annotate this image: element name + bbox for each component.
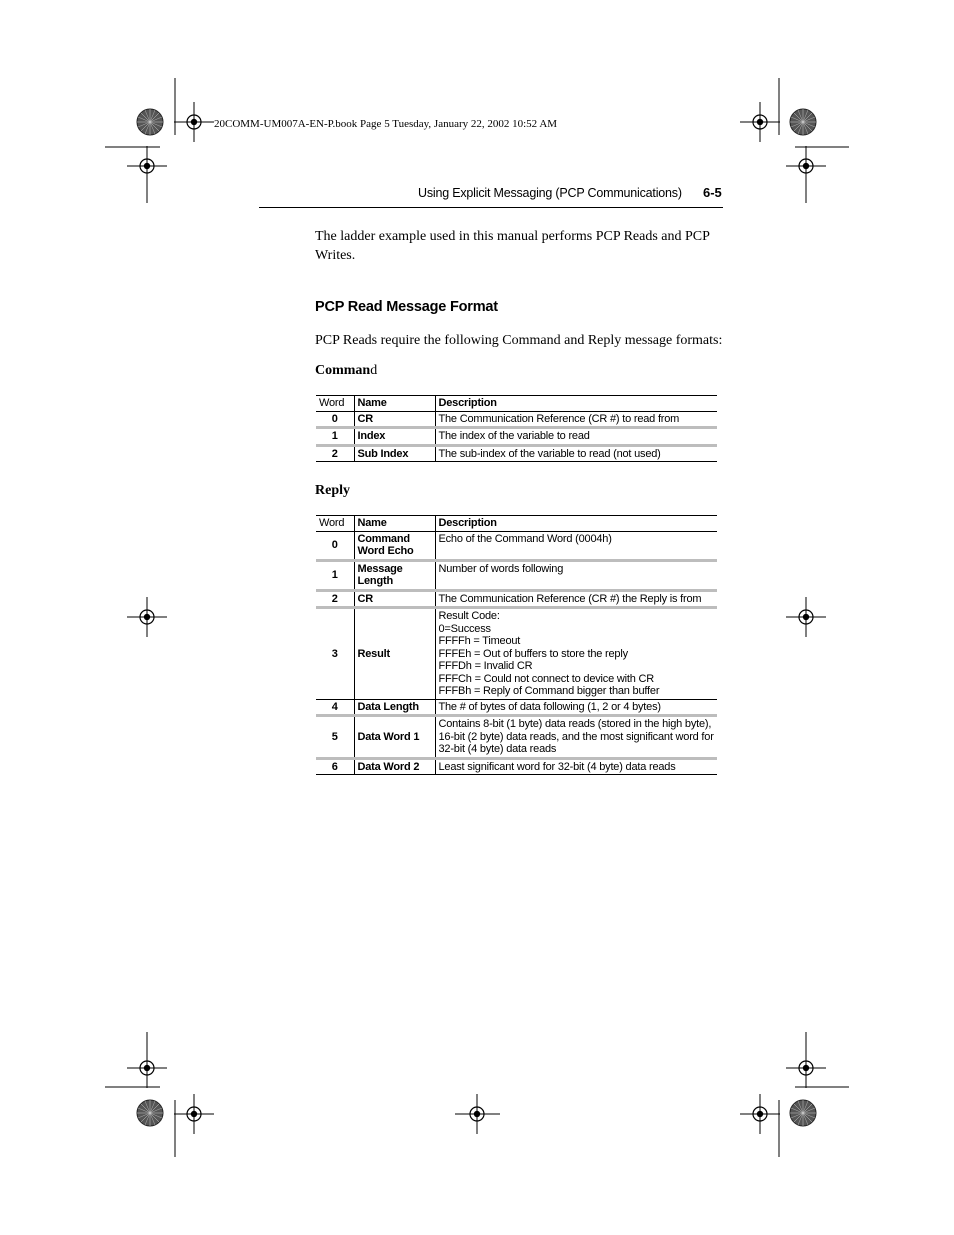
- intro-paragraph: The ladder example used in this manual performs PCP Reads and PCP Writes.: [315, 229, 710, 263]
- cell-description: The index of the variable to read: [435, 428, 717, 446]
- description-line: FFFBh = Reply of Command bigger than buffer: [438, 685, 660, 697]
- description-line: 0=Success: [438, 622, 491, 635]
- table-row: [316, 758, 717, 775]
- cell-description: The Communication Reference (CR #) to read from: [435, 411, 717, 428]
- table-row: [316, 560, 717, 590]
- cell-word: 4: [316, 699, 354, 716]
- description-line: 16-bit (2 byte) data reads, and the most significant word for: [438, 730, 714, 743]
- name-line: Length: [357, 575, 393, 587]
- cell-word: 5: [316, 716, 354, 759]
- description-line: FFFCh = Could not connect to device with CR: [438, 672, 654, 685]
- table-row: [316, 445, 717, 462]
- col-word: Word: [316, 516, 354, 532]
- cell-word: 2: [316, 590, 354, 608]
- section-heading: PCP Read Message Format: [315, 299, 498, 315]
- cell-description: [435, 699, 717, 716]
- table-row: [316, 428, 717, 446]
- reply-table: [316, 515, 717, 775]
- table-row: [316, 608, 717, 700]
- cell-name: [354, 531, 435, 560]
- table-row: [316, 531, 717, 560]
- print-slug: 20COMM-UM007A-EN-P.book Page 5 Tuesday, January 22, 2002 10:52 AM: [214, 118, 558, 130]
- cell-description: [435, 590, 717, 608]
- header-rule: [259, 207, 723, 208]
- description-line: Echo of the Command Word (0004h): [438, 532, 612, 545]
- running-head: Using Explicit Messaging (PCP Communications): [418, 186, 682, 200]
- name-line: Data Length: [357, 700, 419, 713]
- description-line: Contains 8-bit (1 byte) data reads (stored in the high byte),: [438, 718, 712, 730]
- table-row: [316, 411, 717, 428]
- cell-word: 1: [316, 560, 354, 590]
- name-line: Data Word 1: [357, 730, 420, 743]
- command-table: [316, 395, 717, 462]
- cell-description: [435, 716, 717, 759]
- table-row: [316, 716, 717, 759]
- command-label-tail: d: [370, 363, 378, 378]
- cell-word: 0: [316, 531, 354, 560]
- cell-name: [354, 560, 435, 590]
- name-line: Word Echo: [357, 545, 414, 557]
- cell-name: [354, 758, 435, 775]
- command-label: [315, 363, 377, 379]
- cell-description: [435, 560, 717, 590]
- reply-label: Reply: [315, 483, 350, 498]
- cell-name: CR: [354, 411, 435, 428]
- section-lead: PCP Reads require the following Command and Reply message formats:: [315, 333, 723, 348]
- cell-name: [354, 716, 435, 759]
- cell-word: 3: [316, 608, 354, 700]
- cell-word: 1: [316, 428, 354, 446]
- description-line: Least significant word for 32-bit (4 byte) data reads: [438, 760, 676, 773]
- name-line: Data Word 2: [357, 760, 420, 773]
- description-line: FFFFh = Timeout: [438, 635, 521, 647]
- command-label-bold: Comman: [315, 363, 371, 378]
- cell-name: [354, 699, 435, 716]
- cell-name: Sub Index: [354, 445, 435, 462]
- name-line: Message: [357, 562, 403, 575]
- table-row: [316, 699, 717, 716]
- command-table-header: [316, 396, 717, 412]
- name-line: Result: [357, 647, 390, 660]
- name-line: CR: [357, 592, 373, 605]
- cell-word: 0: [316, 411, 354, 428]
- col-description: Description: [435, 396, 717, 412]
- cell-description: [435, 758, 717, 775]
- cell-description: [435, 531, 717, 560]
- cell-name: [354, 590, 435, 608]
- cell-description: The sub-index of the variable to read (not used): [435, 445, 717, 462]
- description-line: FFFDh = Invalid CR: [438, 660, 533, 672]
- description-line: Result Code:: [438, 610, 500, 622]
- description-line: 32-bit (4 byte) data reads: [438, 743, 557, 755]
- cell-description: [435, 608, 717, 700]
- col-word: Word: [316, 396, 354, 412]
- table-row: [316, 590, 717, 608]
- reply-table-header: [316, 516, 717, 532]
- col-name: Name: [354, 516, 435, 532]
- col-description: Description: [435, 516, 717, 532]
- cell-name: [354, 608, 435, 700]
- name-line: Command: [357, 532, 410, 545]
- description-line: The # of bytes of data following (1, 2 or 4 bytes): [438, 700, 661, 713]
- cell-word: 6: [316, 758, 354, 775]
- cell-name: Index: [354, 428, 435, 446]
- description-line: Number of words following: [438, 562, 564, 575]
- description-line: FFFEh = Out of buffers to store the reply: [438, 647, 628, 660]
- page-number: 6-5: [703, 185, 722, 200]
- cell-word: 2: [316, 445, 354, 462]
- col-name: Name: [354, 396, 435, 412]
- description-line: The Communication Reference (CR #) the Reply is from: [438, 592, 702, 605]
